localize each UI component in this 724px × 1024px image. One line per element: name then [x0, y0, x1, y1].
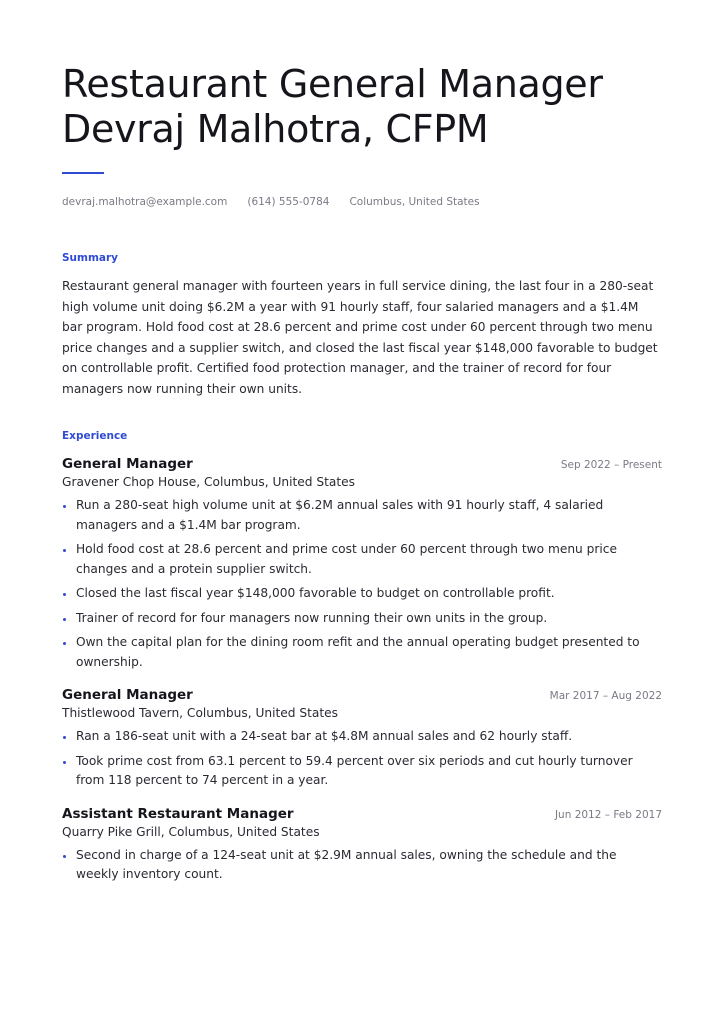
job-title: General Manager: [62, 687, 193, 703]
job-bullet: Took prime cost from 63.1 percent to 59.4 percent over six periods and cut hourly turnover from 118 percent to 74 percent in a year.: [62, 752, 662, 791]
job-bullet: Hold food cost at 28.6 percent and prime cost under 60 percent through two menu price changes and a protein supplier switch.: [62, 540, 662, 579]
job-company: Quarry Pike Grill, Columbus, United States: [62, 824, 320, 839]
job-bullets: [62, 846, 662, 885]
accent-divider: [62, 172, 104, 174]
job-company: Gravener Chop House, Columbus, United States: [62, 475, 356, 489]
resume-page: [62, 62, 662, 890]
job-dates: Mar 2017 – Aug 2022: [549, 690, 662, 702]
experience-heading: Experience: [62, 430, 128, 442]
contact-location: Columbus, United States: [349, 196, 480, 208]
job-bullets: [62, 496, 662, 672]
page-title: [62, 62, 662, 152]
job-bullet: Run a 280-seat high volume unit at $6.2M annual sales with 91 hourly staff, 4 salaried managers and a $1.4M bar program.: [62, 496, 662, 535]
contact-phone[interactable]: (614) 555-0784: [247, 196, 330, 208]
job-bullet: Closed the last fiscal year $148,000 favorable to budget on controllable profit.: [62, 584, 662, 604]
experience-list: [62, 456, 662, 885]
job-entry: [62, 456, 662, 672]
job-company: Thistlewood Tavern, Columbus, United States: [62, 706, 338, 720]
title-name: Devraj Malhotra, CFPM: [62, 107, 489, 151]
job-bullet: Own the capital plan for the dining room refit and the annual operating budget presented to ownership.: [62, 633, 662, 672]
job-title: Assistant Restaurant Manager: [62, 805, 294, 822]
job-bullet: Trainer of record for four managers now running their own units in the group.: [62, 609, 662, 629]
job-bullet: Second in charge of a 124-seat unit at $2.9M annual sales, owning the schedule and the weekly inventory count.: [62, 846, 662, 885]
job-bullet: Ran a 186-seat unit with a 24-seat bar at $4.8M annual sales and 62 hourly staff.: [62, 727, 662, 747]
contact-email[interactable]: devraj.malhotra@example.com: [62, 196, 228, 208]
job-dates: Sep 2022 – Present: [560, 459, 662, 471]
summary-heading: Summary: [62, 252, 119, 264]
contact-line: [62, 196, 662, 208]
summary-text: Restaurant general manager with fourteen years in full service dining, the last four in a 280-seat high volume unit doing $6.2M a year with 91 hourly staff, four salaried managers and a $1.4M bar program. Hold food cost at 28.6 percent and prime cost under 60 percent through two menu price changes and a supplier switch, and closed the last fiscal year $148,000 favorable to budget on controllable profit. Certified food protection manager, and the trainer of record for four managers now running their own units.: [62, 279, 658, 396]
job-bullets: [62, 727, 662, 791]
job-title: General Manager: [62, 456, 193, 472]
job-entry: [62, 687, 662, 791]
job-entry: [62, 806, 662, 885]
job-dates: Jun 2012 – Feb 2017: [554, 808, 662, 821]
title-role: Restaurant General Manager: [62, 62, 603, 106]
